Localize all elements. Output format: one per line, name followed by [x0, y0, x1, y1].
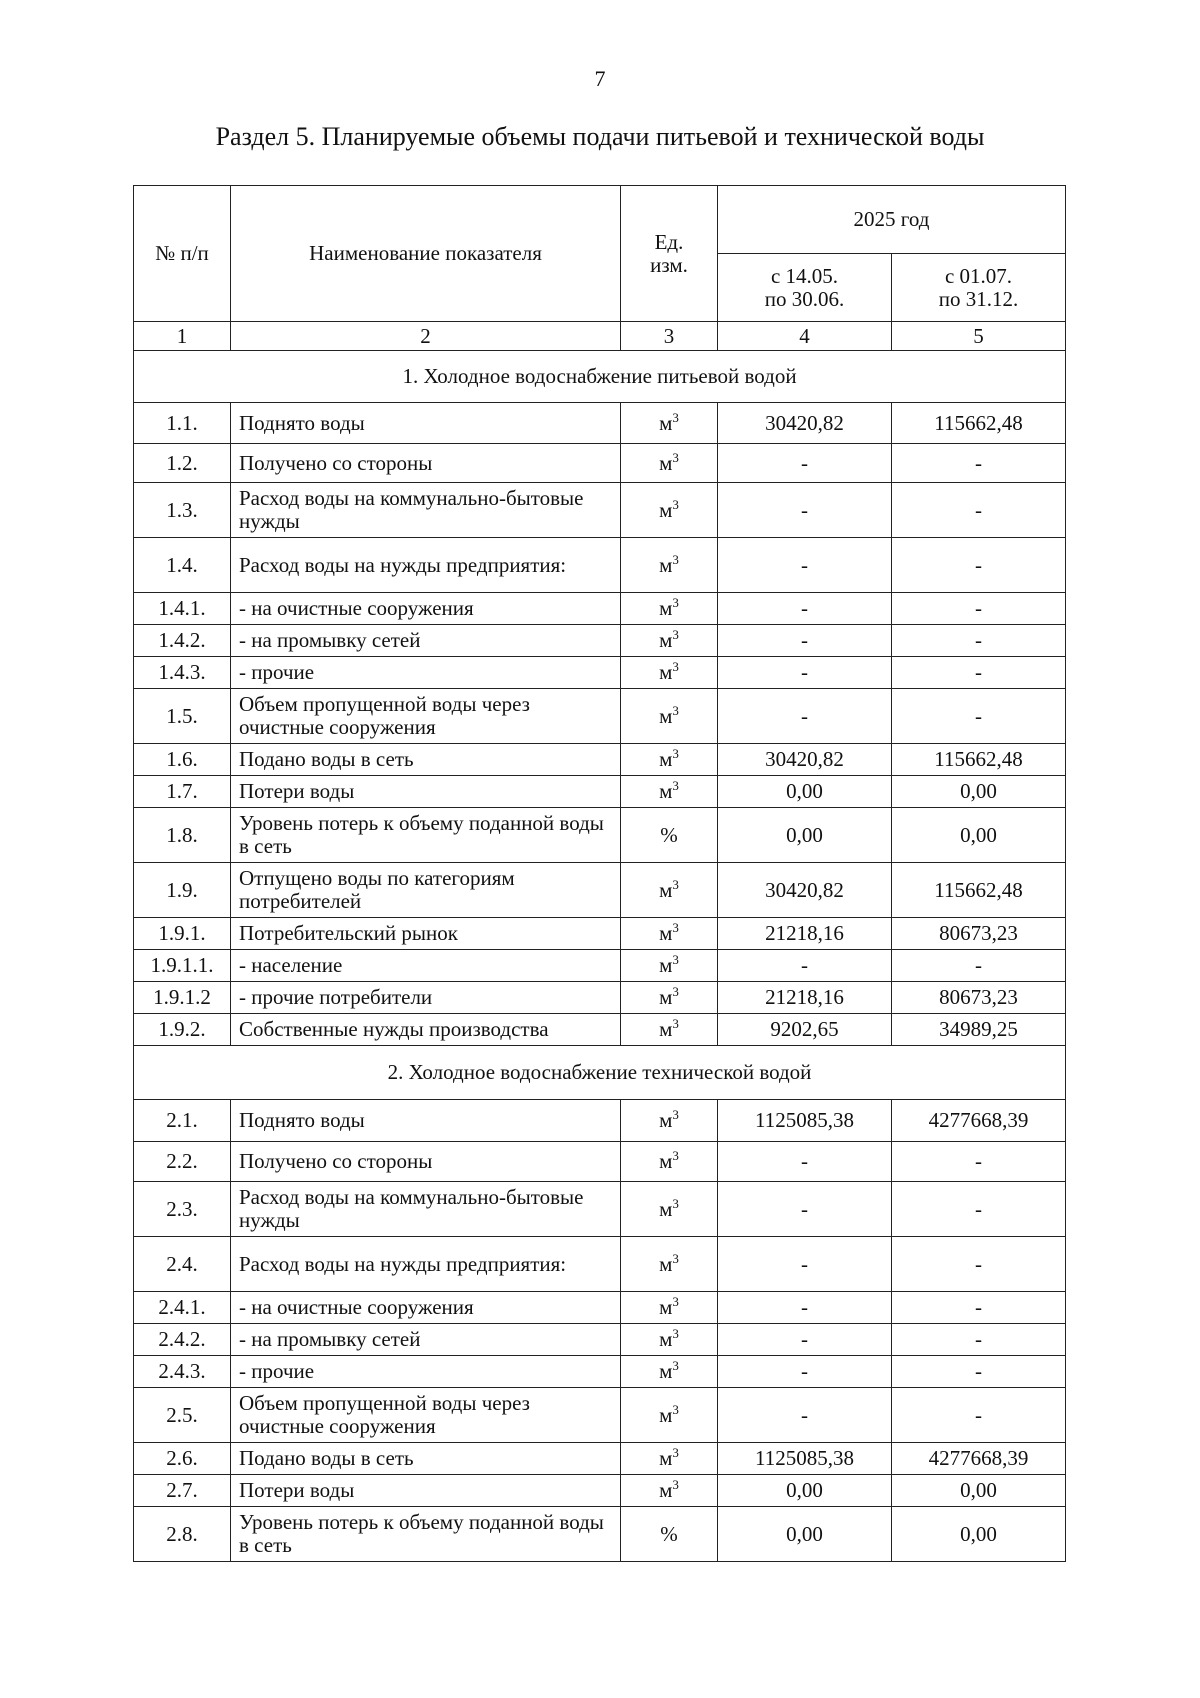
row-number: 1.9.1.2 — [134, 982, 231, 1014]
unit-label: м — [659, 450, 673, 475]
unit-label: м — [659, 497, 673, 522]
table-row — [134, 657, 1066, 689]
indicator-name: Отпущено воды по категориям потребителей — [231, 863, 621, 918]
unit-cell — [621, 1014, 718, 1046]
value-period-1: - — [718, 1388, 892, 1443]
table-row — [134, 1100, 1066, 1142]
value-period-2: - — [892, 538, 1066, 593]
header-num: № п/п — [134, 186, 231, 322]
value-period-2: - — [892, 689, 1066, 744]
indicator-name: Расход воды на коммунально-бытовые нужды — [231, 1182, 621, 1237]
page-number: 7 — [594, 66, 606, 91]
row-number: 1.3. — [134, 483, 231, 538]
table-row — [134, 808, 1066, 863]
unit-exponent: 3 — [672, 1326, 679, 1342]
indicator-name: Расход воды на коммунально-бытовые нужды — [231, 483, 621, 538]
row-number: 2.1. — [134, 1100, 231, 1142]
unit-exponent: 3 — [672, 920, 679, 936]
table-row — [134, 483, 1066, 538]
section-header-row — [134, 351, 1066, 403]
unit-exponent: 3 — [672, 1294, 679, 1310]
unit-exponent: 3 — [672, 1148, 679, 1164]
indicator-name: Поднято воды — [231, 403, 621, 444]
indicator-name: - на промывку сетей — [231, 625, 621, 657]
value-period-1: - — [718, 538, 892, 593]
row-number: 1.8. — [134, 808, 231, 863]
section-heading: 2. Холодное водоснабжение технической водой — [134, 1046, 1066, 1100]
unit-label: м — [659, 1446, 673, 1471]
unit-label: м — [659, 1108, 673, 1133]
row-number: 2.8. — [134, 1507, 231, 1562]
value-period-1: - — [718, 689, 892, 744]
row-number: 1.4.1. — [134, 593, 231, 625]
unit-label: м — [659, 877, 673, 902]
unit-exponent: 3 — [672, 1401, 679, 1417]
value-period-2: 115662,48 — [892, 863, 1066, 918]
header-period-2-line1: с 01.07. — [944, 263, 1013, 288]
unit-exponent: 3 — [672, 1250, 679, 1266]
unit-cell — [621, 808, 718, 863]
indicator-name: Объем пропущенной воды через очистные сооружения — [231, 689, 621, 744]
unit-cell — [621, 1443, 718, 1475]
unit-exponent: 3 — [672, 449, 679, 465]
indicator-name: - на очистные сооружения — [231, 593, 621, 625]
value-period-1: - — [718, 483, 892, 538]
value-period-1: 30420,82 — [718, 863, 892, 918]
unit-cell — [621, 1475, 718, 1507]
indicator-name: Поднято воды — [231, 1100, 621, 1142]
unit-cell — [621, 403, 718, 444]
unit-cell — [621, 1142, 718, 1182]
header-unit-line2: изм. — [650, 252, 688, 277]
unit-exponent: 3 — [672, 496, 679, 512]
table-row — [134, 918, 1066, 950]
unit-label: м — [659, 1478, 673, 1503]
unit-cell — [621, 1237, 718, 1292]
table-row — [134, 1475, 1066, 1507]
row-number: 1.9.1.1. — [134, 950, 231, 982]
unit-exponent: 3 — [672, 659, 679, 675]
value-period-2: - — [892, 1142, 1066, 1182]
unit-label: м — [659, 779, 673, 804]
unit-label: м — [659, 703, 673, 728]
column-index: 2 — [231, 322, 621, 351]
table-row — [134, 625, 1066, 657]
unit-label: м — [659, 410, 673, 435]
value-period-2: - — [892, 1292, 1066, 1324]
table-row — [134, 593, 1066, 625]
unit-exponent: 3 — [672, 984, 679, 1000]
value-period-2: 0,00 — [892, 1475, 1066, 1507]
table-row — [134, 1356, 1066, 1388]
unit-label: м — [659, 596, 673, 621]
table-row — [134, 1237, 1066, 1292]
table-row — [134, 1014, 1066, 1046]
value-period-1: 21218,16 — [718, 918, 892, 950]
value-period-1: - — [718, 444, 892, 483]
row-number: 1.4.3. — [134, 657, 231, 689]
header-period-1-line1: с 14.05. — [770, 263, 839, 288]
unit-exponent: 3 — [672, 409, 679, 425]
table-row — [134, 1324, 1066, 1356]
indicator-name: Подано воды в сеть — [231, 744, 621, 776]
unit-exponent: 3 — [672, 1445, 679, 1461]
value-period-1: 1125085,38 — [718, 1443, 892, 1475]
unit-cell — [621, 1100, 718, 1142]
section-title: Раздел 5. Планируемые объемы подачи питьевой и технической воды — [215, 122, 985, 151]
unit-cell — [621, 483, 718, 538]
unit-cell — [621, 1356, 718, 1388]
value-period-1: 0,00 — [718, 1475, 892, 1507]
value-period-2: 34989,25 — [892, 1014, 1066, 1046]
row-number: 1.9. — [134, 863, 231, 918]
value-period-1: - — [718, 1292, 892, 1324]
unit-cell — [621, 538, 718, 593]
unit-cell — [621, 1182, 718, 1237]
indicator-name: Уровень потерь к объему поданной воды в сеть — [231, 808, 621, 863]
row-number: 1.9.1. — [134, 918, 231, 950]
value-period-2: - — [892, 1388, 1066, 1443]
row-number: 1.4. — [134, 538, 231, 593]
value-period-2: - — [892, 657, 1066, 689]
header-period-2-line2: по 31.12. — [938, 286, 1019, 311]
unit-exponent: 3 — [672, 876, 679, 892]
unit-exponent: 3 — [672, 551, 679, 567]
table-row — [134, 863, 1066, 918]
unit-cell — [621, 982, 718, 1014]
row-number: 1.7. — [134, 776, 231, 808]
table-row — [134, 1292, 1066, 1324]
value-period-2: 80673,23 — [892, 918, 1066, 950]
indicator-name: - население — [231, 950, 621, 982]
unit-label: м — [659, 985, 673, 1010]
value-period-2: 0,00 — [892, 776, 1066, 808]
header-unit — [621, 186, 718, 322]
value-period-2: 0,00 — [892, 1507, 1066, 1562]
row-number: 2.4. — [134, 1237, 231, 1292]
water-supply-table — [133, 185, 1066, 1562]
row-number: 2.6. — [134, 1443, 231, 1475]
table-row — [134, 1443, 1066, 1475]
indicator-name: Расход воды на нужды предприятия: — [231, 1237, 621, 1292]
value-period-2: - — [892, 1182, 1066, 1237]
unit-cell — [621, 776, 718, 808]
unit-cell — [621, 689, 718, 744]
table-row — [134, 1507, 1066, 1562]
indicator-name: Собственные нужды производства — [231, 1014, 621, 1046]
unit-label: м — [659, 1149, 673, 1174]
row-number: 1.2. — [134, 444, 231, 483]
indicator-name: - на промывку сетей — [231, 1324, 621, 1356]
indicator-name: Потери воды — [231, 776, 621, 808]
unit-exponent: 3 — [672, 952, 679, 968]
row-number: 2.4.1. — [134, 1292, 231, 1324]
unit-cell — [621, 950, 718, 982]
unit-label: м — [659, 1251, 673, 1276]
indicator-name: - на очистные сооружения — [231, 1292, 621, 1324]
column-index: 5 — [892, 322, 1066, 351]
value-period-2: 115662,48 — [892, 403, 1066, 444]
unit-cell — [621, 1324, 718, 1356]
unit-cell — [621, 593, 718, 625]
unit-label: м — [659, 921, 673, 946]
row-number: 1.9.2. — [134, 1014, 231, 1046]
unit-label: м — [659, 552, 673, 577]
value-period-1: 30420,82 — [718, 403, 892, 444]
indicator-name: Потребительский рынок — [231, 918, 621, 950]
unit-cell — [621, 657, 718, 689]
column-index: 1 — [134, 322, 231, 351]
indicator-name: - прочие — [231, 657, 621, 689]
unit-exponent: 3 — [672, 1195, 679, 1211]
row-number: 1.6. — [134, 744, 231, 776]
unit-exponent: 3 — [672, 746, 679, 762]
row-number: 2.4.2. — [134, 1324, 231, 1356]
indicator-name: Объем пропущенной воды через очистные сооружения — [231, 1388, 621, 1443]
row-number: 2.7. — [134, 1475, 231, 1507]
unit-cell — [621, 1507, 718, 1562]
value-period-1: 9202,65 — [718, 1014, 892, 1046]
header-period-1 — [718, 254, 892, 322]
value-period-1: - — [718, 625, 892, 657]
value-period-1: - — [718, 1142, 892, 1182]
table-row — [134, 744, 1066, 776]
header-unit-line1: Ед. — [654, 229, 684, 254]
unit-cell — [621, 1388, 718, 1443]
unit-exponent: 3 — [672, 1107, 679, 1123]
table-row — [134, 689, 1066, 744]
unit-cell — [621, 744, 718, 776]
row-number: 1.1. — [134, 403, 231, 444]
column-index: 3 — [621, 322, 718, 351]
unit-exponent: 3 — [672, 595, 679, 611]
header-name: Наименование показателя — [231, 186, 621, 322]
value-period-2: 0,00 — [892, 808, 1066, 863]
value-period-2: - — [892, 483, 1066, 538]
indicator-name: Уровень потерь к объему поданной воды в сеть — [231, 1507, 621, 1562]
value-period-2: - — [892, 1324, 1066, 1356]
value-period-1: 0,00 — [718, 808, 892, 863]
section-header-row — [134, 1046, 1066, 1100]
unit-exponent: 3 — [672, 778, 679, 794]
table-row — [134, 1182, 1066, 1237]
unit-label: м — [659, 1327, 673, 1352]
table-row — [134, 538, 1066, 593]
value-period-2: - — [892, 593, 1066, 625]
unit-cell — [621, 444, 718, 483]
row-number: 1.5. — [134, 689, 231, 744]
value-period-2: - — [892, 444, 1066, 483]
value-period-1: 1125085,38 — [718, 1100, 892, 1142]
unit-label: м — [659, 628, 673, 653]
column-index: 4 — [718, 322, 892, 351]
value-period-1: 0,00 — [718, 776, 892, 808]
table-row — [134, 776, 1066, 808]
unit-label: % — [660, 1521, 678, 1546]
unit-label: м — [659, 1295, 673, 1320]
row-number: 2.3. — [134, 1182, 231, 1237]
table-row — [134, 982, 1066, 1014]
unit-exponent: 3 — [672, 1358, 679, 1374]
value-period-2: - — [892, 625, 1066, 657]
unit-label: м — [659, 1017, 673, 1042]
value-period-2: - — [892, 1237, 1066, 1292]
unit-cell — [621, 863, 718, 918]
value-period-2: 4277668,39 — [892, 1443, 1066, 1475]
value-period-1: - — [718, 950, 892, 982]
value-period-1: 21218,16 — [718, 982, 892, 1014]
unit-exponent: 3 — [672, 702, 679, 718]
value-period-1: - — [718, 593, 892, 625]
value-period-1: 0,00 — [718, 1507, 892, 1562]
value-period-1: - — [718, 1182, 892, 1237]
table-body — [134, 351, 1066, 1562]
value-period-1: 30420,82 — [718, 744, 892, 776]
unit-cell — [621, 918, 718, 950]
indicator-name: Потери воды — [231, 1475, 621, 1507]
value-period-1: - — [718, 1324, 892, 1356]
value-period-2: 4277668,39 — [892, 1100, 1066, 1142]
unit-exponent: 3 — [672, 1016, 679, 1032]
unit-label: м — [659, 1196, 673, 1221]
unit-label: м — [659, 660, 673, 685]
unit-label: % — [660, 822, 678, 847]
indicator-name: Получено со стороны — [231, 1142, 621, 1182]
section-heading: 1. Холодное водоснабжение питьевой водой — [134, 351, 1066, 403]
value-period-1: - — [718, 657, 892, 689]
unit-cell — [621, 625, 718, 657]
unit-cell — [621, 1292, 718, 1324]
unit-label: м — [659, 747, 673, 772]
row-number: 2.4.3. — [134, 1356, 231, 1388]
indicator-name: - прочие — [231, 1356, 621, 1388]
value-period-2: 80673,23 — [892, 982, 1066, 1014]
row-number: 2.5. — [134, 1388, 231, 1443]
unit-label: м — [659, 1359, 673, 1384]
indicator-name: Расход воды на нужды предприятия: — [231, 538, 621, 593]
header-period-1-line2: по 30.06. — [764, 286, 845, 311]
value-period-2: - — [892, 950, 1066, 982]
row-number: 2.2. — [134, 1142, 231, 1182]
indicator-name: - прочие потребители — [231, 982, 621, 1014]
indicator-name: Подано воды в сеть — [231, 1443, 621, 1475]
value-period-1: - — [718, 1237, 892, 1292]
indicator-name: Получено со стороны — [231, 444, 621, 483]
header-period-2 — [892, 254, 1066, 322]
unit-exponent: 3 — [672, 1477, 679, 1493]
row-number: 1.4.2. — [134, 625, 231, 657]
value-period-2: - — [892, 1356, 1066, 1388]
unit-label: м — [659, 1402, 673, 1427]
value-period-2: 115662,48 — [892, 744, 1066, 776]
table-row — [134, 1388, 1066, 1443]
table-row — [134, 403, 1066, 444]
unit-exponent: 3 — [672, 627, 679, 643]
table-row — [134, 950, 1066, 982]
table-row — [134, 1142, 1066, 1182]
table-row — [134, 444, 1066, 483]
value-period-1: - — [718, 1356, 892, 1388]
unit-label: м — [659, 953, 673, 978]
header-year: 2025 год — [718, 186, 1066, 254]
